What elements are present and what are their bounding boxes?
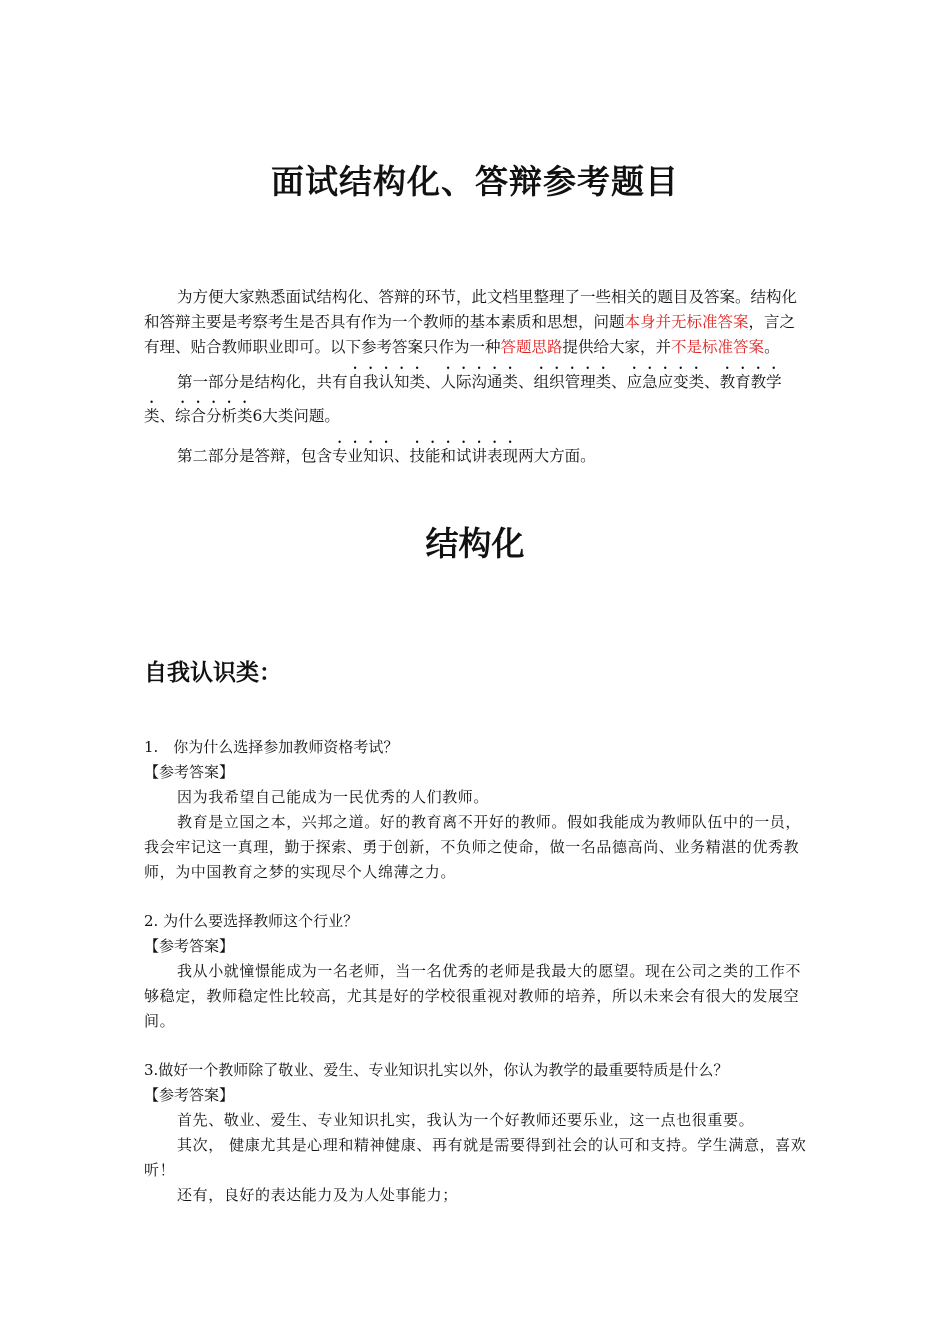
highlight-no-standard-answer: 本身并无标准答案: [624, 313, 749, 331]
intro-text: 第一部分是结构化，共有: [177, 373, 348, 391]
separator: 、: [518, 373, 534, 391]
question-text: 3.做好一个教师除了敬业、爱生、专业知识扎实以外，你认为教学的最重要特质是什么？: [144, 1061, 729, 1079]
answer-paragraph: 因为我希望自己能成为一民优秀的人们教师。: [177, 788, 490, 806]
intro-text: ，言之有理、贴合教师职业即可。以下参考答案只作为一种: [144, 313, 796, 356]
intro-text: 两大方面。: [518, 447, 596, 465]
question-block-3: [144, 1058, 814, 1208]
document-title: 面试结构化、答辩参考题目: [271, 162, 679, 201]
separator: 、: [611, 373, 627, 391]
answer-paragraph: 教育是立国之本，兴邦之道。好的教育离不开好的教师。假如我能成为教师队伍中的一员，我会牢记这一真理，勤于探索、勇于创新，不负师之使命，做一名品德高尚、业务精湛的优秀教师，为中国教育之梦的实现尽个人绵薄之力。: [144, 813, 802, 881]
intro-block: [144, 285, 810, 472]
separator: 、: [394, 447, 410, 465]
category-interpersonal: 人际沟通类: [440, 373, 519, 391]
intro-text: 提供给大家，并: [562, 338, 672, 356]
answer-paragraph: 我从小就憧憬能成为一名老师，当一名优秀的老师是我最大的愿望。现在公司之类的工作不够稳定，教师稳定性比较高，尤其是好的学校很重视对教师的培养，所以未来会有很大的发展空间。: [144, 962, 802, 1030]
intro-paragraph-1: [144, 285, 810, 360]
question-text: 2. 为什么要选择教师这个行业？: [144, 912, 359, 930]
intro-text: 为方便大家熟悉面试结构化、答辩的环节，此文档里整理了一些相关的题目及答案。结构化和答辩主要是考察考生是否具有作为一个教师的基本素质和思想，问题: [144, 288, 798, 331]
section-title: 结构化: [425, 524, 525, 563]
answer-label: 【参考答案】: [144, 937, 235, 955]
intro-text: 第二部分是答辩，包含: [177, 447, 333, 465]
defense-professional-knowledge: 专业知识: [332, 447, 395, 465]
category-self-awareness: 自我认知类: [347, 373, 426, 391]
defense-skills-trial-lecture: 技能和试讲表现: [409, 447, 519, 465]
intro-paragraph-3: [144, 438, 810, 472]
intro-paragraph-2: [144, 364, 810, 432]
intro-text: 。: [764, 338, 780, 356]
category-education: 教育教学类: [144, 373, 782, 425]
answer-paragraph: 其次， 健康尤其是心理和精神健康、再有就是需要得到社会的认可和支持。学生满意，喜欢听！: [144, 1136, 807, 1179]
highlight-not-standard: 不是标准答案: [671, 338, 765, 356]
category-organization: 组织管理类: [533, 373, 612, 391]
separator: 、: [425, 373, 441, 391]
question-text: 1. 你为什么选择参加教师资格考试？: [144, 738, 399, 756]
question-block-2: [144, 909, 814, 1034]
separator: 、: [159, 407, 176, 425]
category-emergency: 应急应变类: [626, 373, 705, 391]
highlight-answer-approach: 答题思路: [500, 338, 563, 356]
answer-label: 【参考答案】: [144, 763, 235, 781]
separator: 、: [704, 373, 720, 391]
answer-paragraph: 还有，良好的表达能力及为人处事能力；: [177, 1186, 458, 1204]
category-title: 自我认识类：: [144, 660, 282, 686]
intro-text: 6大类问题。: [252, 407, 340, 425]
question-block-1: [144, 735, 814, 885]
answer-label: 【参考答案】: [144, 1086, 235, 1104]
answer-paragraph: 首先、敬业、爱生、专业知识扎实，我认为一个好教师还要乐业，这一点也很重要。: [177, 1111, 755, 1129]
category-analysis: 综合分析类: [175, 407, 253, 425]
